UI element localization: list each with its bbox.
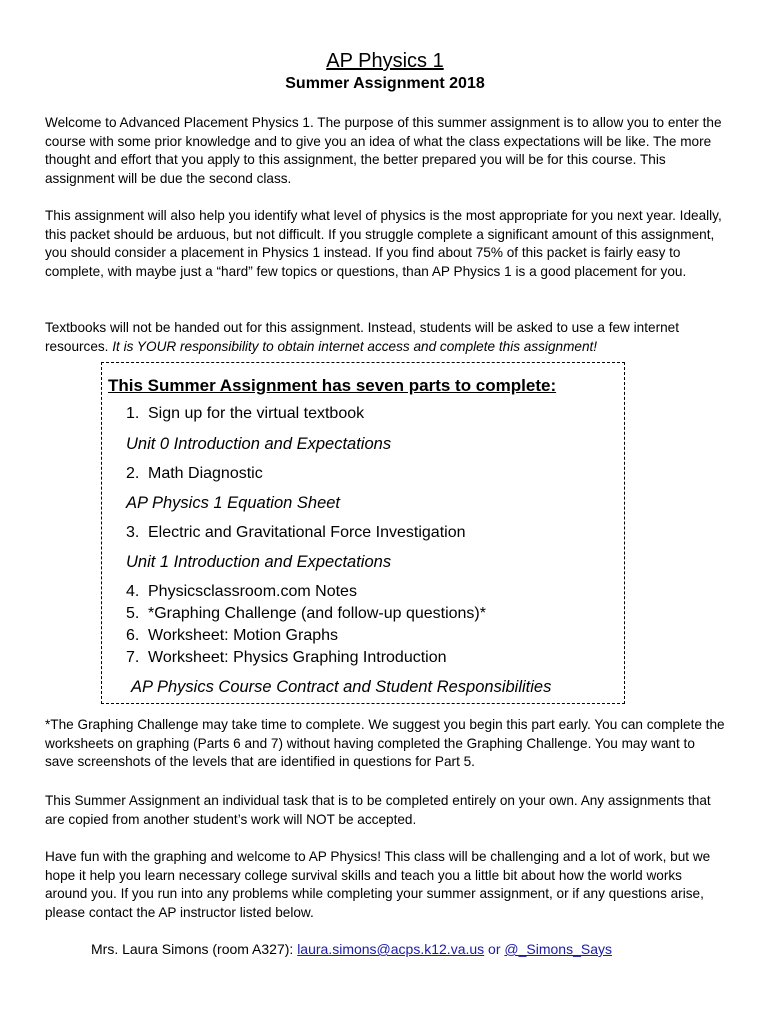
- instructor-email-link[interactable]: laura.simons@acps.k12.va.us: [297, 941, 485, 957]
- graphing-challenge-note: *The Graphing Challenge may take time to complete. We suggest you begin this part early. You can complete the worksheets on graphing (Parts 6 and 7) without having completed the Graphing Challenge. You may want to save screenshots of the levels that are identified in questions for Part 5.: [45, 717, 725, 769]
- intro-paragraph-3: [45, 319, 725, 356]
- contact-or: or: [484, 941, 505, 957]
- assignment-parts-heading: This Summer Assignment has seven parts to complete:: [108, 376, 557, 395]
- instructor-name: Mrs. Laura Simons (room A327):: [91, 941, 298, 957]
- closing-paragraph: Have fun with the graphing and welcome to AP Physics! This class will be challenging and a lot of work, but we hope it help you learn necessary college survival skills and teach you a little bit about how the world works around you. If you run into any problems while completing your summer assignment, or if any questions arise, please contact the AP instructor listed below.: [45, 849, 711, 920]
- part-3: 3. Electric and Gravitational Force Investigation: [126, 524, 466, 541]
- responsibility-note: It is YOUR responsibility to obtain internet access and complete this assignment!: [112, 338, 598, 354]
- page-title: AP Physics 1: [326, 50, 444, 72]
- part-7: 7. Worksheet: Physics Graphing Introduction: [126, 649, 447, 666]
- individual-task-note: This Summer Assignment an individual task that is to be completed entirely on your own. Any assignments that are copied from another student’s work will NOT be accepted.: [45, 793, 711, 827]
- part-4: 4. Physicsclassroom.com Notes: [126, 583, 357, 600]
- course-contract: AP Physics Course Contract and Student Responsibilities: [131, 678, 552, 696]
- part-1: 1. Sign up for the virtual textbook: [126, 405, 365, 422]
- unit-0-intro: Unit 0 Introduction and Expectations: [126, 435, 392, 453]
- page-subtitle: Summer Assignment 2018: [285, 75, 485, 92]
- instructor-twitter-link[interactable]: @_Simons_Says: [504, 941, 612, 957]
- part-5: 5. *Graphing Challenge (and follow-up questions)*: [126, 605, 486, 622]
- intro-paragraph-1: Welcome to Advanced Placement Physics 1. The purpose of this summer assignment is to allow you to enter the course with some prior knowledge and to give you an idea of what the class expectations will be like. The more thought and effort that you apply to this assignment, the better prepared you will be for this course. This assignment will be due the second class.: [45, 115, 722, 186]
- intro-paragraph-2: This assignment will also help you identify what level of physics is the most appropriate for you next year. Ideally, this packet should be arduous, but not difficult. If you struggle complete a significant amount of this assignment, you should consider a placement in Physics 1 instead. If you find about 75% of this packet is fairly easy to complete, with maybe just a “hard” few topics or questions, than AP Physics 1 is a good placement for you.: [45, 208, 722, 279]
- textbook-note: Textbooks will not be handed out for this assignment. Instead, students will be asked to use a few internet resources.: [45, 320, 679, 354]
- unit-1-intro: Unit 1 Introduction and Expectations: [126, 553, 392, 571]
- equation-sheet: AP Physics 1 Equation Sheet: [126, 494, 341, 512]
- instructor-contact: [91, 941, 612, 957]
- part-6: 6. Worksheet: Motion Graphs: [126, 627, 339, 644]
- part-2: 2. Math Diagnostic: [126, 465, 263, 482]
